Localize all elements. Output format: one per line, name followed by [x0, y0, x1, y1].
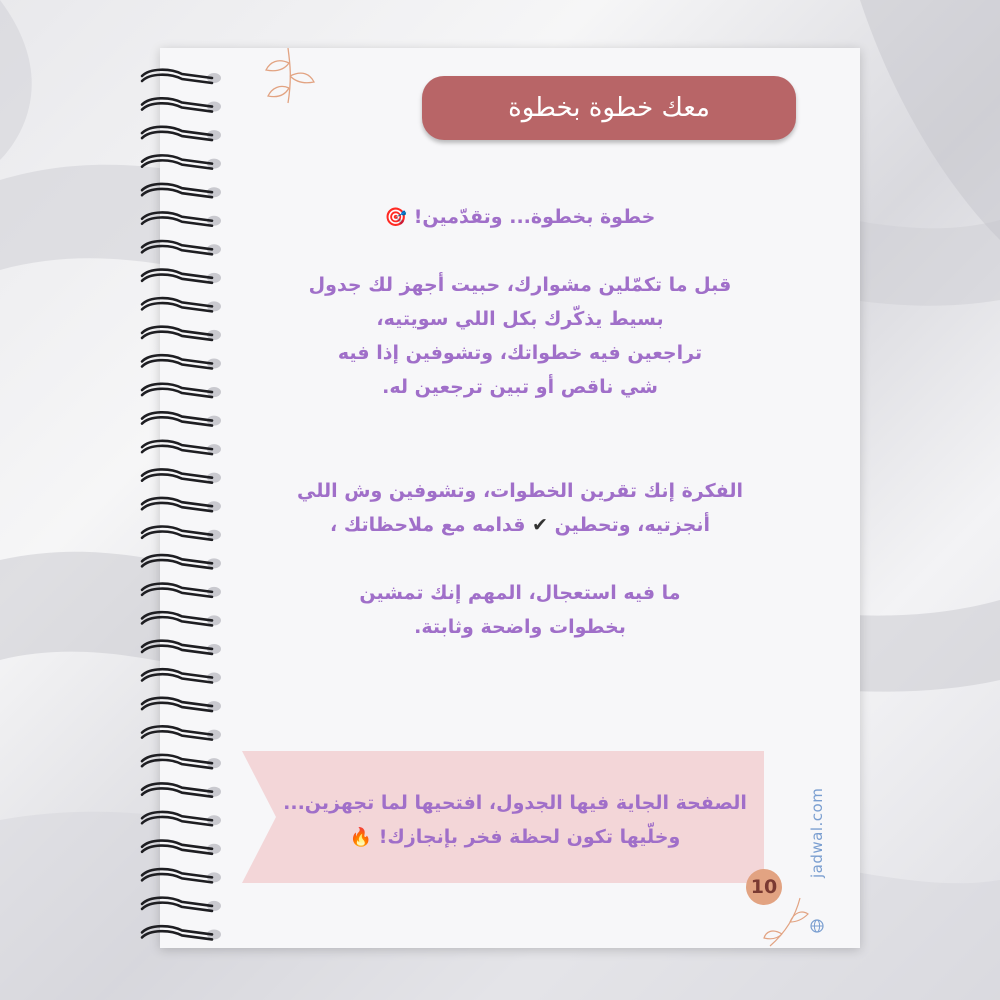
binding-ring [142, 526, 221, 539]
binding-ring [142, 698, 221, 711]
binding-ring [142, 555, 221, 568]
binding-ring [142, 469, 221, 482]
binding-ring [142, 641, 221, 654]
binding-ring [142, 869, 221, 882]
binding-ring [142, 755, 221, 768]
binding-ring [142, 384, 221, 397]
paragraph-2 [260, 474, 780, 542]
paragraph-1-line: شي ناقص أو تبين ترجعين له. [382, 376, 658, 398]
paragraph-1 [260, 268, 780, 404]
binding-ring [142, 669, 221, 682]
target-icon: 🎯 [384, 207, 408, 228]
intro-heading [260, 200, 780, 235]
paragraph-1-line: قبل ما تكمّلين مشوارك، حبيت أجهز لك جدول [308, 274, 732, 296]
paragraph-1-line: تراجعين فيه خطواتك، وتشوفين إذا فيه [337, 342, 703, 364]
spiral-binding [140, 60, 230, 945]
callout-text [270, 786, 760, 855]
binding-ring [142, 241, 221, 254]
binding-ring [142, 498, 221, 511]
check-mark-icon: ✔ [532, 514, 548, 536]
binding-ring [142, 212, 221, 225]
paragraph-2-line-end: قدامه مع ملاحظاتك ، [330, 514, 526, 536]
binding-ring [142, 812, 221, 825]
site-watermark: jadwal.com [808, 787, 826, 878]
binding-ring [142, 270, 221, 283]
binding-ring [142, 98, 221, 111]
binding-ring [142, 612, 221, 625]
binding-ring [142, 127, 221, 140]
paragraph-2-line: الفكرة إنك تقرين الخطوات، وتشوفين وش اللي [296, 480, 744, 502]
binding-ring [142, 783, 221, 796]
binding-ring [142, 584, 221, 597]
binding-ring [142, 327, 221, 340]
fire-icon: 🔥 [349, 827, 373, 848]
page-title: معك خطوة بخطوة [508, 93, 710, 123]
globe-icon [810, 919, 824, 933]
paragraph-3-line: بخطوات واضحة وثابتة. [414, 616, 626, 638]
notebook-page [160, 48, 860, 948]
binding-ring [142, 184, 221, 197]
binding-ring [142, 412, 221, 425]
paragraph-1-line: بسيط يذكّرك بكل اللي سويتيه، [376, 308, 664, 330]
binding-ring [142, 726, 221, 739]
paragraph-2-line-start: أنجزتيه، وتحطين [554, 514, 710, 536]
intro-heading-text: خطوة بخطوة... وتقدّمين! [413, 206, 656, 228]
page-number-badge: 10 [746, 869, 782, 905]
binding-ring [142, 70, 221, 83]
binding-ring [142, 926, 221, 939]
binding-ring [142, 355, 221, 368]
paragraph-3 [260, 576, 780, 644]
binding-ring [142, 841, 221, 854]
header-banner [422, 76, 796, 140]
floral-decoration-top-icon [248, 48, 328, 108]
callout-line-1: الصفحة الجاية فيها الجدول، افتحيها لما تجهزين... [283, 792, 747, 814]
binding-ring [142, 155, 221, 168]
binding-ring [142, 298, 221, 311]
callout-line-2: وخلّيها تكون لحظة فخر بإنجازك! [378, 826, 681, 848]
binding-ring [142, 898, 221, 911]
binding-ring [142, 441, 221, 454]
paragraph-3-line: ما فيه استعجال، المهم إنك تمشين [359, 582, 681, 604]
